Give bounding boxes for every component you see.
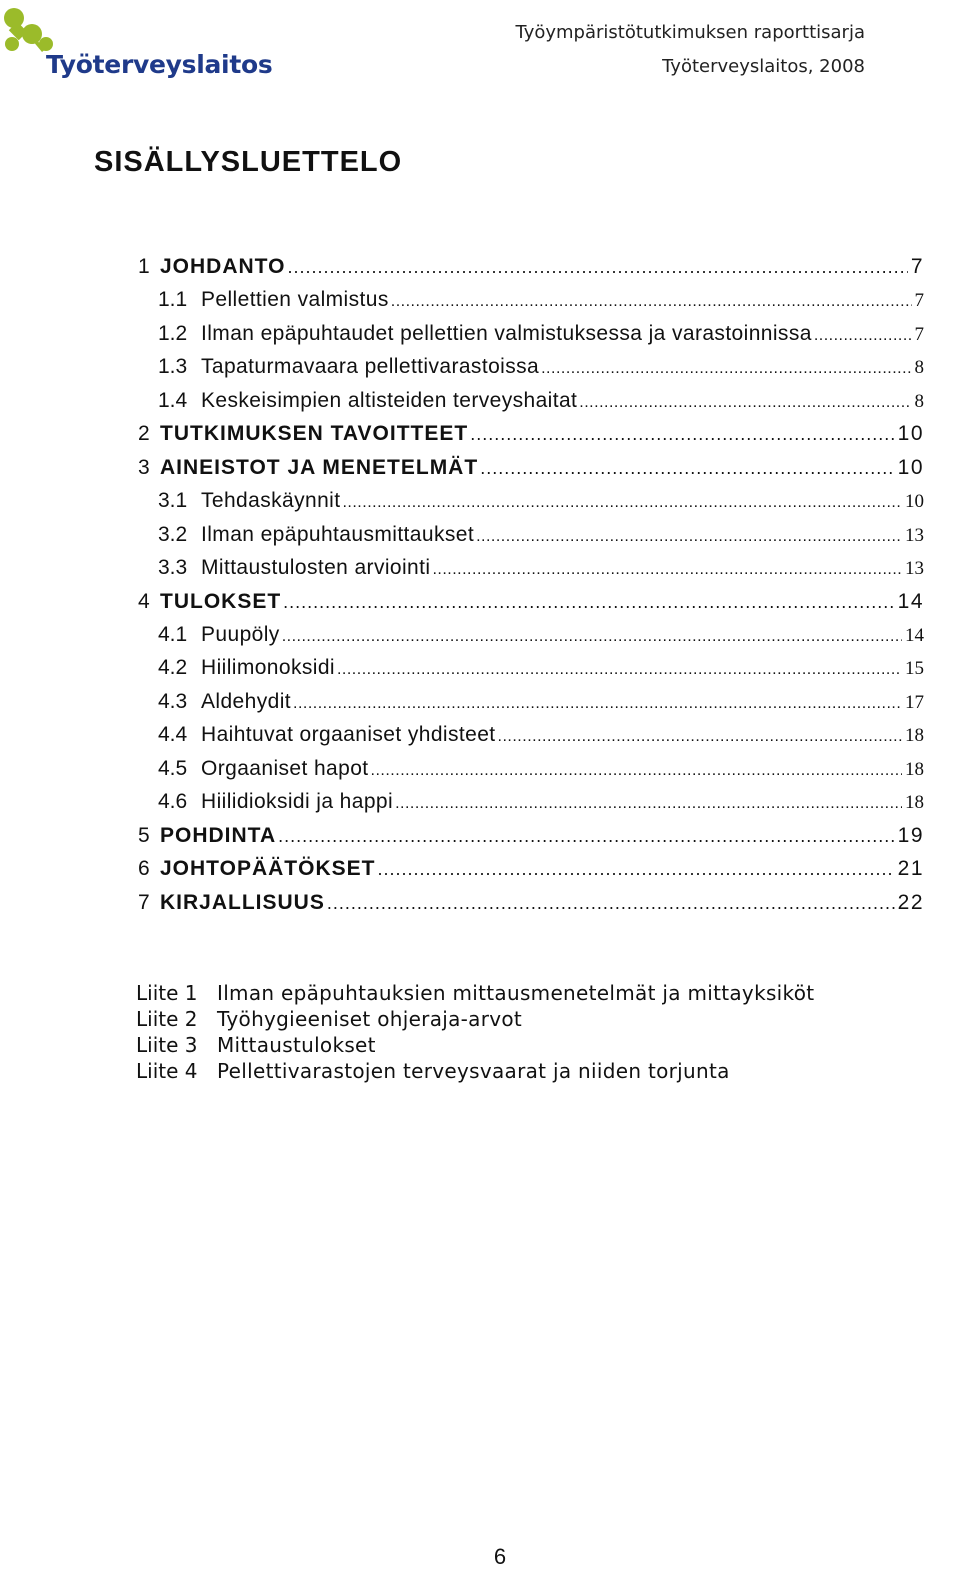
toc-entry-title: JOHDANTO — [160, 255, 286, 278]
page-number: 6 — [493, 1544, 507, 1569]
toc-entry-number: 4.3 — [158, 689, 188, 713]
toc-entry-line — [201, 285, 924, 315]
toc-entry-page: 8 — [914, 357, 924, 379]
toc-entry-number: 4 — [138, 589, 150, 613]
toc-entry-title: Ilman epäpuhtaudet pellettien valmistuksessa ja varastoinnissa — [201, 321, 812, 345]
toc-entry-title: Haihtuvat orgaaniset yhdisteet — [201, 723, 496, 747]
toc-entry[interactable] — [0, 888, 960, 918]
toc-entry-number: 5 — [138, 823, 150, 847]
toc-entry-line — [160, 888, 924, 918]
toc-entry-page: 7 — [914, 290, 924, 312]
toc-entry-line — [160, 821, 924, 851]
toc-entry-title: Orgaaniset hapot — [201, 756, 369, 780]
toc-entry-page: 7 — [910, 255, 924, 278]
toc-entry-number: 1.1 — [158, 288, 188, 312]
toc-entry-title: TULOKSET — [160, 589, 282, 613]
toc-entry[interactable] — [0, 720, 960, 750]
toc-entry[interactable] — [0, 821, 960, 851]
toc-entry[interactable] — [0, 520, 960, 550]
toc-entry[interactable] — [0, 285, 960, 315]
toc-leader-dots — [498, 722, 902, 752]
toc-entry-title: TUTKIMUKSEN TAVOITTEET — [160, 422, 469, 446]
toc-leader-dots — [371, 756, 902, 786]
institute-logo — [2, 4, 273, 86]
toc-entry-line — [201, 754, 924, 784]
toc-entry[interactable] — [0, 386, 960, 416]
toc-leader-dots — [579, 388, 911, 418]
toc-entry[interactable] — [0, 754, 960, 784]
toc-entry-page: 13 — [905, 558, 924, 580]
toc-leader-dots — [391, 287, 912, 317]
toc-entry[interactable] — [0, 319, 960, 349]
toc-entry[interactable] — [0, 352, 960, 382]
toc-entry-number: 7 — [138, 890, 150, 914]
toc-leader-dots — [377, 854, 894, 884]
toc-entry[interactable] — [0, 553, 960, 583]
toc-leader-dots — [342, 488, 902, 518]
appendix-label: Liite 3 — [136, 1033, 198, 1057]
toc-leader-dots — [337, 655, 902, 685]
toc-entry-number: 6 — [138, 857, 150, 881]
report-series-title: Työympäristötutkimuksen raporttisarja — [515, 22, 865, 43]
toc-entry-line — [160, 854, 924, 884]
toc-entry[interactable] — [0, 252, 960, 282]
toc-leader-dots — [293, 689, 902, 719]
toc-entry-line — [201, 787, 924, 817]
appendix-title: Mittaustulokset — [217, 1033, 376, 1057]
toc-entry-title: Aldehydit — [201, 689, 291, 713]
toc-entry-page: 19 — [897, 823, 924, 847]
toc-entry-page: 18 — [905, 758, 924, 780]
appendix-title: Työhygieeniset ohjeraja-arvot — [217, 1007, 523, 1031]
appendix-title: Pellettivarastojen terveysvaarat ja niiden torjunta — [217, 1059, 730, 1083]
toc-entry-title: Hiilidioksidi ja happi — [201, 790, 394, 814]
toc-entry-line — [201, 653, 924, 683]
toc-entry-line — [160, 587, 924, 617]
toc-entry-title: KIRJALLISUUS — [160, 890, 325, 914]
toc-entry-line — [201, 486, 924, 516]
appendix-label: Liite 4 — [136, 1059, 198, 1083]
toc-entry-number: 1 — [138, 255, 150, 278]
toc-entry-page: 14 — [897, 589, 924, 613]
toc-leader-dots — [282, 622, 902, 652]
toc-entry[interactable] — [0, 419, 960, 449]
toc-entry-page: 17 — [905, 691, 924, 713]
toc-entry-title: Keskeisimpien altisteiden terveyshaitat — [201, 388, 578, 412]
toc-entry[interactable] — [0, 854, 960, 884]
toc-entry[interactable] — [0, 486, 960, 516]
toc-entry-line — [201, 720, 924, 750]
toc-entry-number: 1.4 — [158, 388, 188, 412]
toc-entry-line — [201, 553, 924, 583]
toc-entry-line — [201, 520, 924, 550]
toc-entry-line — [201, 687, 924, 717]
appendix-title: Ilman epäpuhtauksien mittausmenetelmät ja mittayksiköt — [217, 981, 815, 1005]
toc-leader-dots — [470, 419, 894, 449]
toc-entry-number: 1.2 — [158, 321, 188, 345]
toc-leader-dots — [480, 453, 894, 483]
toc-entry-page: 15 — [905, 658, 924, 680]
toc-entry[interactable] — [0, 687, 960, 717]
toc-entry-title: Tapaturmavaara pellettivarastoissa — [201, 355, 540, 379]
toc-entry[interactable] — [0, 453, 960, 483]
toc-entry-number: 1.3 — [158, 355, 188, 379]
toc-entry-number: 3.3 — [158, 556, 188, 580]
toc-entry-page: 22 — [897, 890, 924, 914]
toc-entry-page: 13 — [905, 524, 924, 546]
toc-entry-title: Mittaustulosten arviointi — [201, 556, 431, 580]
toc-entry[interactable] — [0, 587, 960, 617]
toc-entry-number: 4.4 — [158, 723, 188, 747]
toc-entry[interactable] — [0, 653, 960, 683]
toc-entry-number: 3 — [138, 455, 150, 479]
toc-entry-number: 4.1 — [158, 622, 188, 646]
toc-entry-number: 4.5 — [158, 756, 188, 780]
toc-entry-number: 4.2 — [158, 656, 188, 680]
toc-leader-dots — [278, 821, 895, 851]
toc-entry-line — [160, 453, 924, 483]
toc-leader-dots — [327, 888, 895, 918]
appendix-label: Liite 1 — [136, 981, 198, 1005]
page-title: SISÄLLYSLUETTELO — [94, 146, 403, 178]
toc-entry-number: 3.2 — [158, 522, 188, 546]
toc-leader-dots — [283, 587, 894, 617]
toc-entry-title: AINEISTOT JA MENETELMÄT — [160, 455, 479, 479]
toc-leader-dots — [476, 522, 902, 552]
toc-entry-title: POHDINTA — [160, 823, 277, 847]
toc-entry-title: Tehdaskäynnit — [201, 489, 341, 513]
toc-leader-dots — [432, 555, 902, 585]
toc-entry-title: Puupöly — [201, 622, 280, 646]
toc-entry-page: 10 — [897, 455, 924, 479]
toc-entry-line — [201, 352, 924, 382]
toc-entry-line — [160, 419, 924, 449]
toc-entry-line — [201, 319, 924, 349]
toc-entry-title: JOHTOPÄÄTÖKSET — [160, 857, 376, 881]
toc-leader-dots — [287, 252, 907, 282]
toc-entry-line — [201, 620, 924, 650]
toc-entry-page: 8 — [914, 390, 924, 412]
toc-entry-page: 7 — [914, 323, 924, 345]
toc-entry-page: 18 — [905, 792, 924, 814]
toc-entry-line — [160, 252, 924, 282]
toc-leader-dots — [814, 321, 912, 351]
toc-entry-number: 3.1 — [158, 489, 188, 513]
toc-leader-dots — [541, 354, 911, 384]
publisher-year: Työterveyslaitos, 2008 — [662, 56, 865, 77]
toc-entry[interactable] — [0, 787, 960, 817]
toc-entry-page: 18 — [905, 725, 924, 747]
logo-wordmark: Työterveyslaitos — [46, 50, 273, 79]
toc-leader-dots — [395, 789, 902, 819]
appendix-label: Liite 2 — [136, 1007, 198, 1031]
toc-entry-number: 2 — [138, 422, 150, 446]
toc-entry-number: 4.6 — [158, 790, 188, 814]
toc-entry-page: 10 — [905, 491, 924, 513]
toc-entry-title: Pellettien valmistus — [201, 288, 389, 312]
toc-entry-page: 21 — [897, 857, 924, 881]
toc-entry-title: Hiilimonoksidi — [201, 656, 335, 680]
toc-entry[interactable] — [0, 620, 960, 650]
toc-entry-line — [201, 386, 924, 416]
toc-entry-page: 10 — [897, 422, 924, 446]
toc-entry-page: 14 — [905, 624, 924, 646]
toc-entry-title: Ilman epäpuhtausmittaukset — [201, 522, 475, 546]
